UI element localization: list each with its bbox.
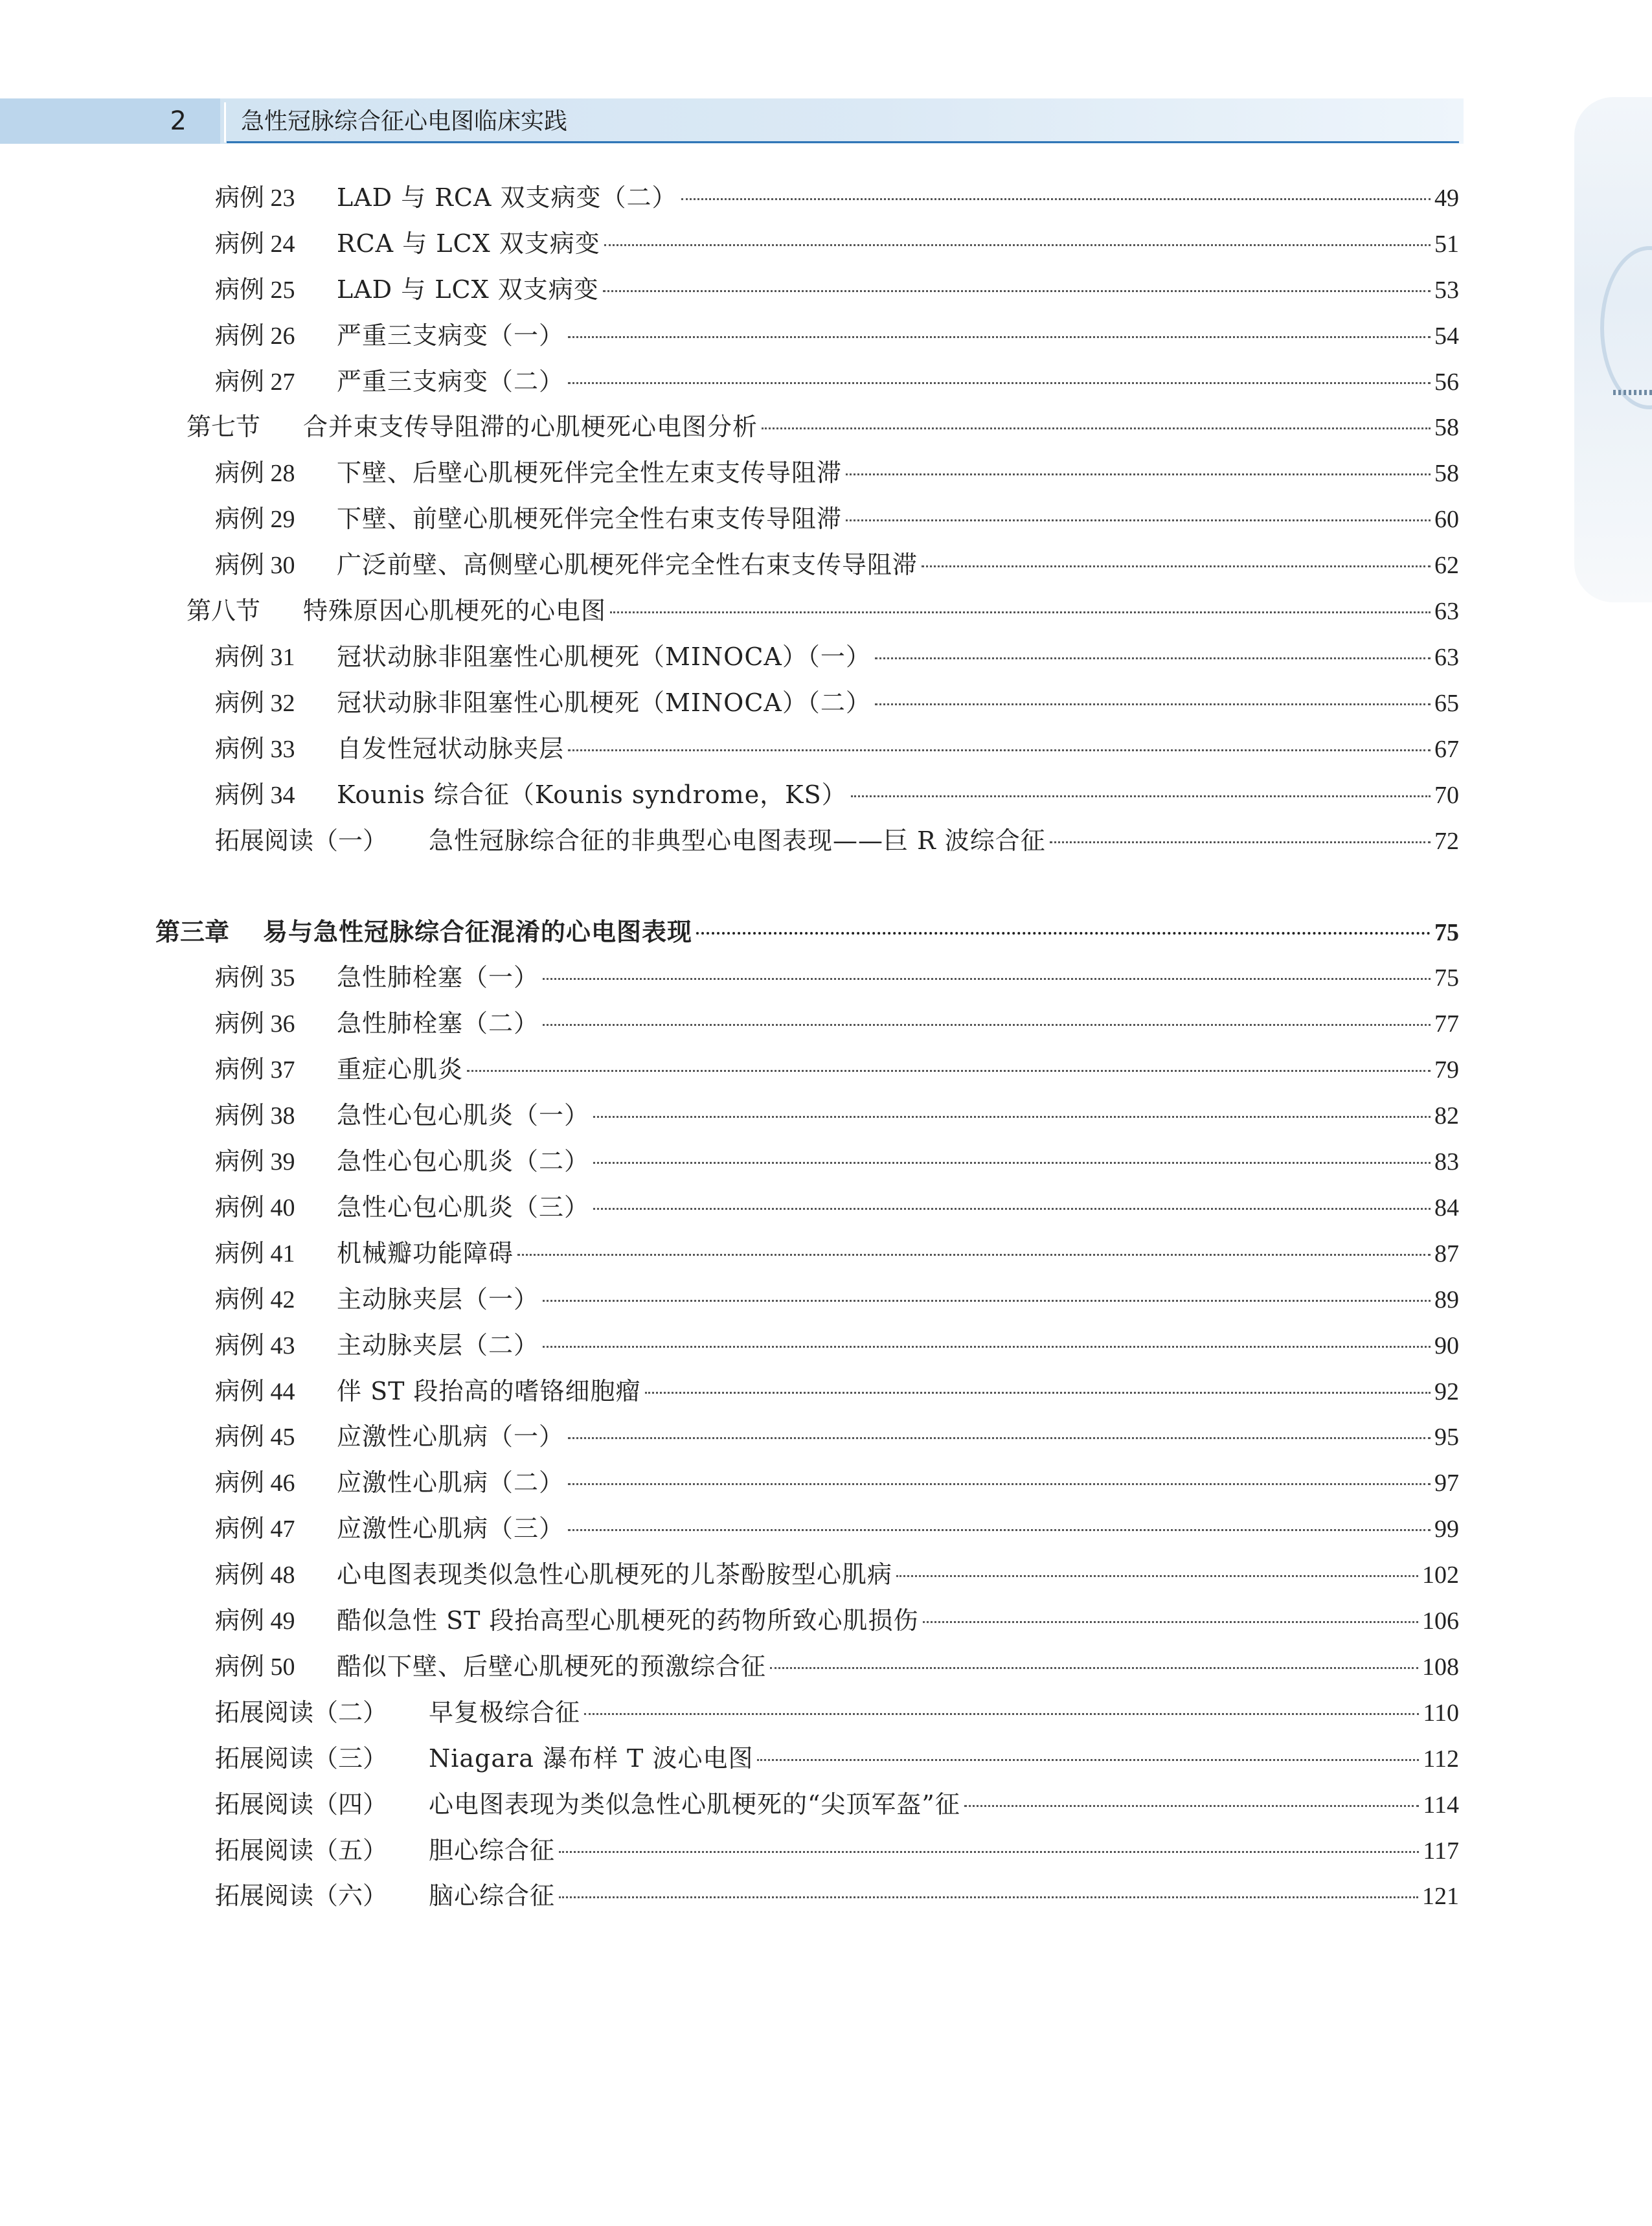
header-separator [224,102,226,142]
dot-leader [559,1851,1419,1853]
toc-entry-title: 冠状动脉非阻塞性心肌梗死（MINOCA）（二） [337,688,871,717]
toc-entry-page: 56 [1434,369,1459,396]
toc-entry-page: 77 [1434,1010,1459,1038]
toc-entry-page: 84 [1434,1194,1459,1221]
dot-leader [896,1575,1418,1577]
toc-entry[interactable] [215,1694,1459,1731]
toc-entry-label: 病例 47 [215,1516,295,1543]
toc-entry-label: 病例 49 [215,1607,295,1635]
toc-entry[interactable] [215,179,1459,216]
toc-entry-page: 72 [1434,828,1459,855]
toc-entry[interactable] [215,1143,1459,1179]
dot-leader [568,749,1431,751]
toc-entry-label: 病例 27 [215,369,295,396]
toc-entry[interactable] [215,455,1459,491]
toc-entry[interactable] [215,1235,1459,1271]
toc-entry-label: 拓展阅读（一） [215,826,388,855]
toc-entry-label: 第八节 [187,596,261,625]
dot-leader [604,244,1431,246]
toc-entry-title: 自发性冠状动脉夹层 [337,734,565,763]
header-rule [227,141,1459,143]
toc-entry-page: 65 [1434,690,1459,717]
toc-entry-label: 病例 23 [215,185,295,212]
toc-entry-page: 58 [1434,460,1459,487]
toc-entry-label: 病例 46 [215,1470,295,1497]
toc-entry-label: 病例 37 [215,1056,295,1084]
toc-entry-label: 第三章 [155,918,230,946]
toc-entry-title: 酷似下壁、后壁心肌梗死的预激综合征 [337,1652,767,1681]
toc-entry-label: 病例 36 [215,1010,295,1038]
toc-entry-page: 114 [1423,1791,1459,1819]
dot-leader [543,978,1431,980]
toc-entry-label: 拓展阅读（五） [215,1836,388,1865]
toc-entry-title: 严重三支病变（二） [337,367,565,396]
toc-entry[interactable] [215,1189,1459,1225]
toc-entry-page: 62 [1434,552,1459,579]
toc-entry-title: LAD 与 RCA 双支病变（二） [337,183,677,212]
toc-entry[interactable] [215,501,1459,537]
dot-leader [1050,841,1431,843]
toc-entry-page: 63 [1434,598,1459,625]
toc-entry-label: 病例 35 [215,964,295,992]
toc-entry-title: 急性肺栓塞（二） [337,1009,539,1038]
toc-entry[interactable] [215,1281,1459,1317]
toc-entry-label: 拓展阅读（三） [215,1744,388,1773]
toc-entry[interactable] [215,1464,1459,1501]
dot-leader [584,1713,1419,1715]
dot-leader [645,1392,1431,1394]
toc-entry-page: 75 [1434,964,1459,992]
toc-entry-page: 53 [1434,277,1459,304]
dot-leader [757,1759,1419,1761]
toc-entry-title: LAD 与 LCX 双支病变 [337,275,599,304]
toc-entry-title: 心电图表现为类似急性心肌梗死的“尖顶军盔”征 [429,1790,960,1819]
toc-entry-title: 广泛前壁、高侧壁心肌梗死伴完全性右束支传导阻滞 [337,551,918,579]
toc-entry[interactable] [187,409,1459,445]
toc-entry-title: 合并束支传导阻滞的心肌梗死心电图分析 [303,413,758,441]
toc-entry-title: 急性冠脉综合征的非典型心电图表现——巨 R 波综合征 [429,826,1046,855]
toc-entry[interactable] [215,1510,1459,1547]
dot-leader [610,611,1431,613]
toc-entry-title: 脑心综合征 [429,1881,556,1910]
toc-entry-title: 伴 ST 段抬高的嗜铬细胞瘤 [337,1377,641,1405]
toc-entry-page: 89 [1434,1286,1459,1313]
toc-entry[interactable] [215,685,1459,721]
toc-entry-title: 酷似急性 ST 段抬高型心肌梗死的药物所致心肌损伤 [337,1606,919,1635]
toc-entry-label: 病例 33 [215,736,295,763]
toc-entry-title: 急性心包心肌炎（二） [337,1147,590,1175]
toc-entry[interactable] [215,1648,1459,1685]
toc-entry-label: 病例 26 [215,323,295,350]
toc-entry-label: 病例 42 [215,1286,295,1313]
toc-entry-page: 75 [1434,919,1459,946]
dot-leader [568,1437,1431,1439]
toc-entry-label: 第七节 [187,413,261,441]
toc-entry-label: 拓展阅读（二） [215,1698,388,1727]
toc-entry-page: 110 [1423,1699,1459,1727]
dot-leader [543,1024,1431,1026]
toc-entry[interactable] [215,1740,1459,1777]
toc-entry-title: 重症心肌炎 [337,1055,464,1084]
toc-entry[interactable] [215,317,1459,354]
toc-entry-page: 83 [1434,1148,1459,1175]
toc-entry-label: 病例 39 [215,1148,295,1175]
toc-entry-label: 病例 41 [215,1240,295,1267]
toc-entry-label: 病例 28 [215,460,295,487]
dot-leader [543,1300,1431,1302]
toc-entry[interactable] [215,1602,1459,1639]
toc-entry-label: 病例 50 [215,1653,295,1681]
toc-entry[interactable] [215,959,1459,995]
toc-entry-title: 心电图表现类似急性心肌梗死的儿茶酚胺型心肌病 [337,1560,893,1589]
dot-leader [467,1070,1431,1072]
toc-entry[interactable] [215,1556,1459,1593]
toc-entry-page: 49 [1434,185,1459,212]
dot-leader [964,1805,1420,1807]
toc-entry-label: 病例 44 [215,1378,295,1405]
toc-entry-title: RCA 与 LCX 双支病变 [337,229,600,258]
toc-entry-page: 79 [1434,1056,1459,1084]
toc-entry[interactable] [215,639,1459,675]
toc-entry-page: 51 [1434,231,1459,258]
edge-stripe [1613,390,1652,395]
toc-entry-page: 87 [1434,1240,1459,1267]
toc-entry-title: 严重三支病变（一） [337,321,565,350]
toc-entry-page: 106 [1422,1607,1459,1635]
toc-entry-title: 急性心包心肌炎（一） [337,1101,590,1130]
toc-entry-label: 病例 38 [215,1102,295,1130]
toc-entry-page: 58 [1434,414,1459,441]
dot-leader [851,795,1431,797]
book-title: 急性冠脉综合征心电图临床实践 [241,108,568,135]
dot-leader [593,1162,1431,1164]
toc-entry-page: 60 [1434,506,1459,533]
toc-entry-title: 特殊原因心肌梗死的心电图 [303,596,607,625]
dot-leader [568,1483,1431,1485]
toc-entry[interactable] [215,271,1459,308]
dot-leader [922,565,1431,567]
dot-leader [696,932,1431,935]
toc-entry[interactable] [215,1786,1459,1823]
toc-entry-title: 应激性心肌病（二） [337,1468,565,1497]
toc-entry-page: 82 [1434,1102,1459,1130]
dot-leader [603,290,1431,292]
toc-entry[interactable] [215,1097,1459,1133]
toc-entry[interactable] [215,363,1459,400]
toc-entry-label: 病例 30 [215,552,295,579]
toc-entry[interactable] [215,1373,1459,1409]
toc-entry-title: 主动脉夹层（二） [337,1331,539,1359]
toc-entry-label: 病例 45 [215,1424,295,1451]
toc-entry[interactable] [215,1418,1459,1455]
toc-entry-page: 99 [1434,1516,1459,1543]
toc-entry[interactable] [215,777,1459,813]
toc-entry-title: 机械瓣功能障碍 [337,1239,514,1267]
dot-leader [846,473,1431,475]
toc-entry[interactable] [215,1832,1459,1868]
toc-entry[interactable] [215,1327,1459,1363]
toc-entry-page: 117 [1423,1837,1459,1865]
toc-entry-label: 病例 31 [215,644,295,671]
toc-entry-page: 63 [1434,644,1459,671]
toc-entry-page: 97 [1434,1470,1459,1497]
toc-entry-title: 应激性心肌病（三） [337,1514,565,1543]
toc-entry[interactable] [155,914,1459,950]
dot-leader [543,1346,1431,1348]
toc-entry-label: 病例 34 [215,782,295,809]
dot-leader [568,1529,1431,1531]
toc-entry-title: 冠状动脉非阻塞性心肌梗死（MINOCA）（一） [337,642,871,671]
dot-leader [770,1667,1418,1669]
toc-entry-title: Niagara 瀑布样 T 波心电图 [429,1744,754,1773]
dot-leader [593,1208,1431,1210]
dot-leader [846,519,1431,521]
toc-entry[interactable] [187,593,1459,629]
toc-entry-page: 108 [1422,1653,1459,1681]
toc-entry-title: 主动脉夹层（一） [337,1285,539,1313]
toc-entry-page: 102 [1422,1562,1459,1589]
toc-entry-title: 急性肺栓塞（一） [337,963,539,992]
toc-entry[interactable] [215,823,1459,859]
dot-leader [568,382,1431,384]
toc-entry[interactable] [215,1051,1459,1087]
toc-entry[interactable] [215,731,1459,767]
dot-leader [875,657,1431,659]
dot-leader [517,1254,1431,1256]
toc-entry-label: 病例 24 [215,231,295,258]
toc-entry-label: 病例 32 [215,690,295,717]
dot-leader [559,1896,1418,1898]
toc-entry-page: 54 [1434,323,1459,350]
edge-ring [1600,246,1652,409]
dot-leader [875,703,1431,705]
toc-entry-page: 70 [1434,782,1459,809]
dot-leader [762,427,1431,429]
toc-entry-page: 95 [1434,1424,1459,1451]
toc-entry-title: Kounis 综合征（Kounis syndrome，KS） [337,780,847,809]
toc-entry-page: 67 [1434,736,1459,763]
toc-entry-page: 121 [1422,1883,1459,1910]
toc-entry-title: 下壁、后壁心肌梗死伴完全性左束支传导阻滞 [337,459,843,487]
toc-entry[interactable] [215,1878,1459,1914]
toc-entry-page: 92 [1434,1378,1459,1405]
toc-entry-page: 90 [1434,1332,1459,1359]
dot-leader [593,1116,1431,1118]
edge-decoration [1574,97,1652,602]
toc-entry-label: 病例 40 [215,1194,295,1221]
dot-leader [568,336,1431,338]
dot-leader [681,198,1431,200]
toc-entry-title: 应激性心肌病（一） [337,1422,565,1451]
dot-leader [923,1621,1418,1623]
toc-entry[interactable] [215,225,1459,262]
toc-entry-title: 易与急性冠脉综合征混淆的心电图表现 [263,918,693,946]
toc-entry-title: 下壁、前壁心肌梗死伴完全性右束支传导阻滞 [337,505,843,533]
toc-entry-label: 病例 25 [215,277,295,304]
toc-entry-label: 拓展阅读（六） [215,1881,388,1910]
toc-entry-title: 急性心包心肌炎（三） [337,1193,590,1221]
toc-entry-title: 早复极综合征 [429,1698,581,1727]
toc-entry-page: 112 [1423,1745,1459,1773]
toc-entry-label: 病例 43 [215,1332,295,1359]
toc-entry-label: 病例 48 [215,1562,295,1589]
toc-entry-label: 病例 29 [215,506,295,533]
toc-entry[interactable] [215,1005,1459,1041]
toc-entry-title: 胆心综合征 [429,1836,556,1865]
toc-entry-label: 拓展阅读（四） [215,1790,388,1819]
page-number: 2 [0,98,220,144]
toc-entry[interactable] [215,547,1459,583]
